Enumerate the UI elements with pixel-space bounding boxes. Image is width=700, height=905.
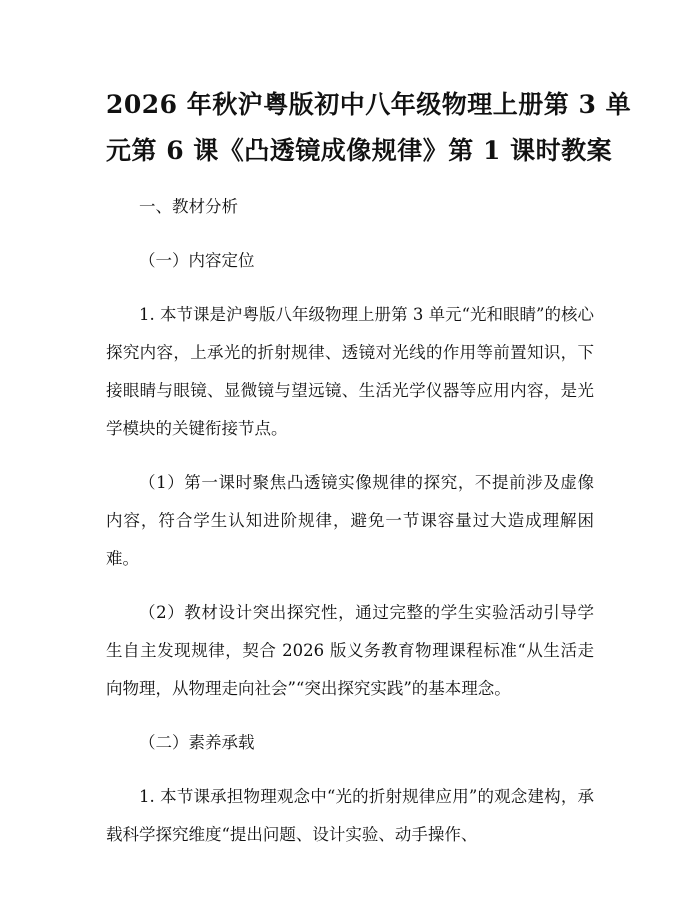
title-line-2: 元第 6 课《凸透镜成像规律》第 1 课时教案 xyxy=(106,136,613,165)
title-line-1: 2026 年秋沪粤版初中八年级物理上册第 3 单 xyxy=(106,90,632,119)
paragraph-2: （1）第一课时聚焦凸透镜实像规律的探究，不提前涉及虚像内容，符合学生认知进阶规律，避免一节课容量过大造成理解困难。 xyxy=(106,473,594,568)
document-title xyxy=(106,82,632,174)
paragraph-4: 1. 本节课承担物理观念中“光的折射规律应用”的观念建构，承载科学探究维度“提出问题、设计实验、动手操作、 xyxy=(106,787,594,844)
paragraph-1: 1. 本节课是沪粤版八年级物理上册第 3 单元“光和眼睛”的核心探究内容，上承光的折射规律、透镜对光线的作用等前置知识，下接眼睛与眼镜、显微镜与望远镜、生活光学仪器等应用内容，是光学模块的关键衔接节点。 xyxy=(106,305,594,438)
subsection-heading-content-positioning: （一）内容定位 xyxy=(139,251,255,270)
section-heading-textbook-analysis: 一、教材分析 xyxy=(139,197,238,216)
subsection-heading-literacy: （二）素养承载 xyxy=(139,733,255,752)
paragraph-3: （2）教材设计突出探究性，通过完整的学生实验活动引导学生自主发现规律，契合 2026 版义务教育物理课程标准“从生活走向物理，从物理走向社会”“突出探究实践”的基本理念。 xyxy=(106,603,594,698)
